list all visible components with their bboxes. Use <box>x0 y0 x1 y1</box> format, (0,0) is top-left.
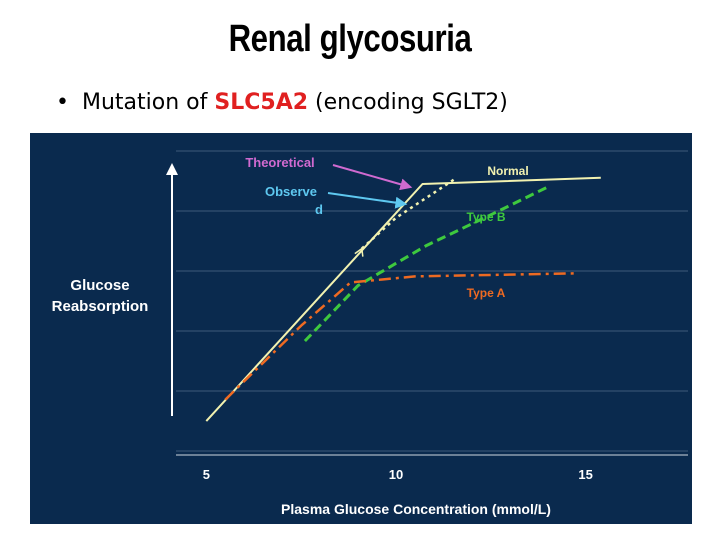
annotation-observed <box>265 184 323 217</box>
bullet-prefix: Mutation of <box>82 90 215 115</box>
annotation-theoretical-arrow <box>333 165 410 187</box>
series-label-type-b: Type B <box>466 210 506 224</box>
bullet-suffix: (encoding SGLT2) <box>308 90 508 115</box>
gene-name: SLC5A2 <box>214 90 309 115</box>
chart-panel <box>30 133 692 524</box>
y-axis-label <box>52 277 149 315</box>
annotation-observed-arrow <box>328 193 405 204</box>
annotation-observed-line-0: Observe <box>264 184 318 199</box>
x-axis-label: Plasma Glucose Concentration (mmol/L) <box>281 501 551 517</box>
series-label-normal: Normal <box>487 164 529 178</box>
y-axis-label-line-1: Reabsorption <box>51 298 149 315</box>
slide-title: Renal glycosuria <box>228 18 472 60</box>
series-label-type-a: Type A <box>466 286 506 300</box>
series-lines <box>206 178 601 421</box>
bullet-line <box>56 90 508 115</box>
x-tick-label-5: 5 <box>202 467 210 482</box>
annotation-observed-line-1: d <box>315 202 323 217</box>
series-line-normal <box>206 178 601 421</box>
glucose-reabsorption-chart <box>30 133 692 524</box>
bullet-dot: • <box>56 90 69 115</box>
y-axis-label-line-0: Glucose <box>70 277 130 294</box>
x-tick-label-15: 15 <box>578 467 593 482</box>
series-line-type-b <box>305 187 548 341</box>
grid-lines <box>176 151 688 455</box>
axes <box>52 169 593 517</box>
annotation-theoretical: Theoretical <box>245 155 315 170</box>
series-line-type-a <box>225 273 578 399</box>
x-tick-label-10: 10 <box>388 467 404 482</box>
